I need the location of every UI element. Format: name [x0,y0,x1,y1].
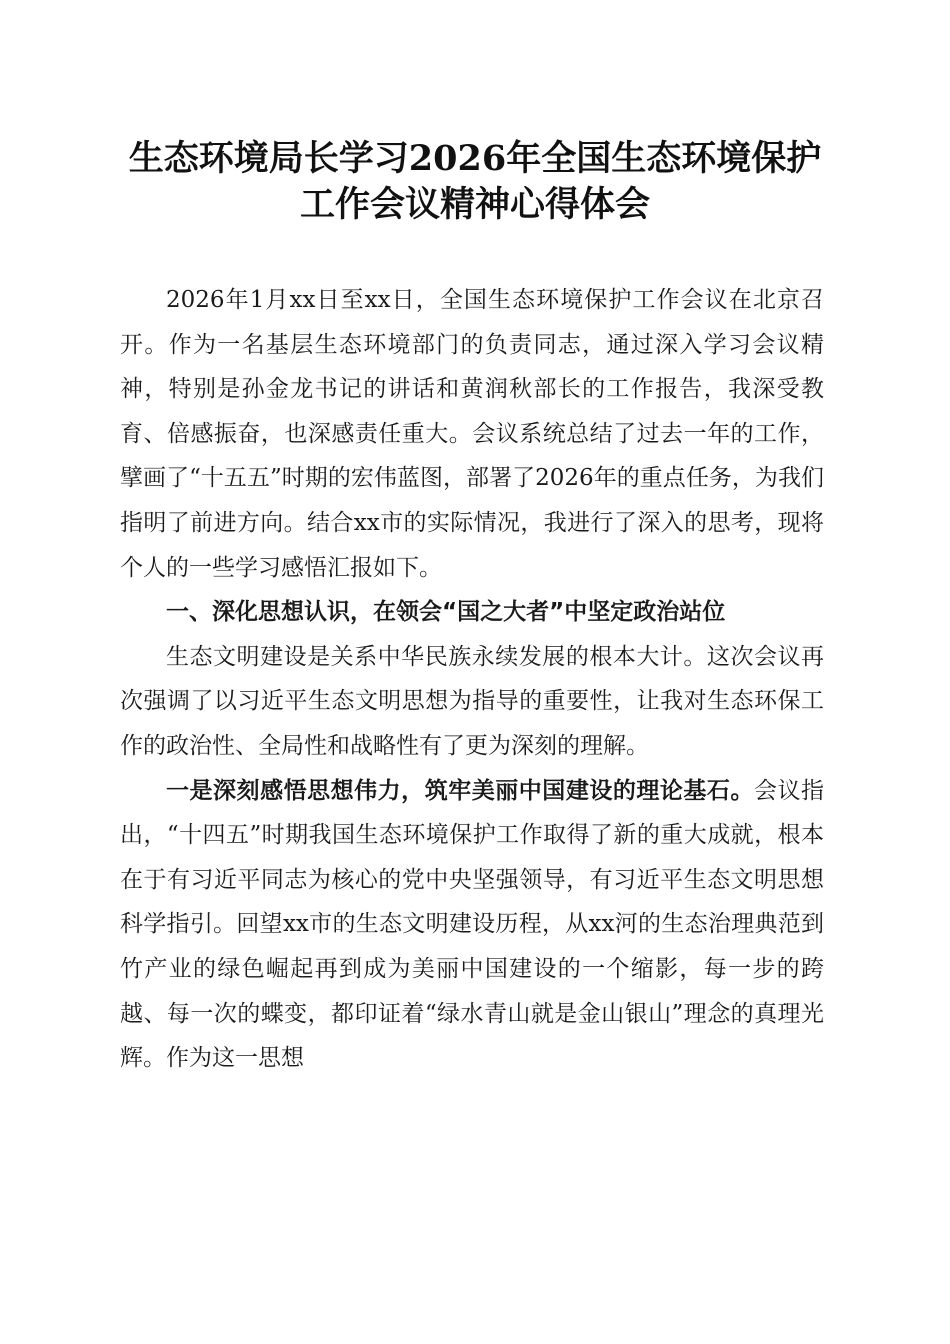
intro-paragraph: 2026年1月xx日至xx日，全国生态环境保护工作会议在北京召开。作为一名基层生态环境部门的负责同志，通过深入学习会议精神，特别是孙金龙书记的讲话和黄润秋部长的工作报告，我深受教育、倍感振奋，也深感责任重大。会议系统总结了过去一年的工作，擘画了“十五五”时期的宏伟蓝图，部署了2026年的重点任务，为我们指明了前进方向。结合xx市的实际情况，我进行了深入的思考，现将个人的一些学习感悟汇报如下。 [120,287,824,581]
point-1-paragraph [120,769,824,1081]
document-title [100,136,850,228]
title-line-1: 生态环境局长学习2026年全国生态环境保护 [128,138,822,179]
point-1-text: 会议指出，“十四五”时期我国生态环境保护工作取得了新的重大成就，根本在于有习近平同志为核心的党中央坚强领导，有习近平生态文明思想科学指引。回望xx市的生态文明建设历程，从xx河的生态治理典范到竹产业的绿色崛起再到成为美丽中国建设的一个缩影，每一步的跨越、每一次的蝶变，都印证着“绿水青山就是金山银山”理念的真理光辉。作为这一思想 [120,777,825,1072]
point-1-lead: 一是深刻感悟思想伟力，筑牢美丽中国建设的理论基石。 [166,776,754,804]
section-1-heading: 一、深化思想认识，在领会“国之大者”中坚定政治站位 [166,599,726,626]
document-body [120,278,824,1081]
title-line-2: 工作会议精神心得体会 [299,184,650,225]
section-1-paragraph: 生态文明建设是关系中华民族永续发展的根本大计。这次会议再次强调了以习近平生态文明思想为指导的重要性，让我对生态环保工作的政治性、全局性和战略性有了更为深刻的理解。 [120,643,824,759]
